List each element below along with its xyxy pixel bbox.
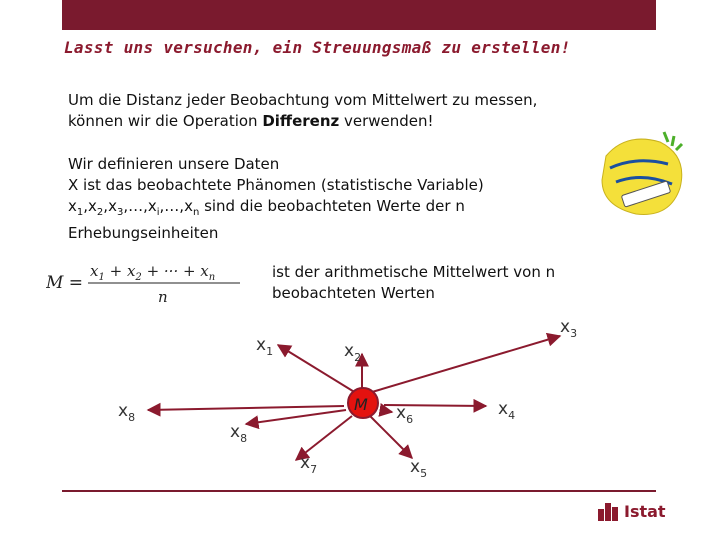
- mean-label: M: [354, 395, 368, 414]
- svg-text:M =: M =: [46, 273, 84, 293]
- istat-logo: [598, 502, 666, 521]
- slide-title: Lasst uns versuchen, ein Streuungsmaß zu erstellen!: [64, 38, 571, 57]
- istat-logo-text: Istat: [624, 502, 666, 521]
- arrow-x8-inner: [246, 410, 346, 424]
- svg-text:x1 + x2 + ··· + xn: $x_1 + x_2$ + ··· + $x_n$: [90, 262, 216, 283]
- definitions-line-4: Erhebungseinheiten: [68, 224, 219, 242]
- arrow-x6: [380, 410, 392, 412]
- node-x6: $x_6$: [396, 403, 414, 426]
- node-x5: $x_5$: [410, 457, 428, 480]
- node-x3: $x_3$: [560, 317, 578, 340]
- arrow-x3: [372, 336, 560, 392]
- intro-line-2: können wir die Operation Differenz verwenden!: [68, 112, 434, 130]
- definitions-line-1: Wir definieren unsere Daten: [68, 155, 280, 173]
- node-x2: $x_2$: [344, 341, 362, 364]
- node-x8-inner: $x_8$: [230, 422, 248, 445]
- arrow-x8-left: [148, 406, 344, 410]
- footer-divider: [62, 490, 656, 492]
- node-x4: $x_4$: [498, 399, 516, 422]
- node-x7: $x_7$: [300, 453, 318, 476]
- intro-line-1: Um die Distanz jeder Beobachtung vom Mittelwert zu messen,: [68, 91, 538, 109]
- node-x8-left: $x_8$: [118, 401, 136, 424]
- node-x1: $x_1$: [256, 335, 274, 358]
- definitions-line-3: $x_1,x_2,x_3,\dots,x_i,\dots,x_n$ sind die beobachteten Werte der n: [68, 197, 465, 218]
- mean-description: ist der arithmetische Mittelwert von n beobachteten Werten: [272, 263, 556, 302]
- difference-term: Differenz: [262, 112, 340, 130]
- definitions-line-2: X ist das beobachtete Phänomen (statistische Variable): [68, 176, 484, 194]
- svg-text:n: n: [158, 288, 168, 306]
- istat-logo-icon: [598, 503, 620, 521]
